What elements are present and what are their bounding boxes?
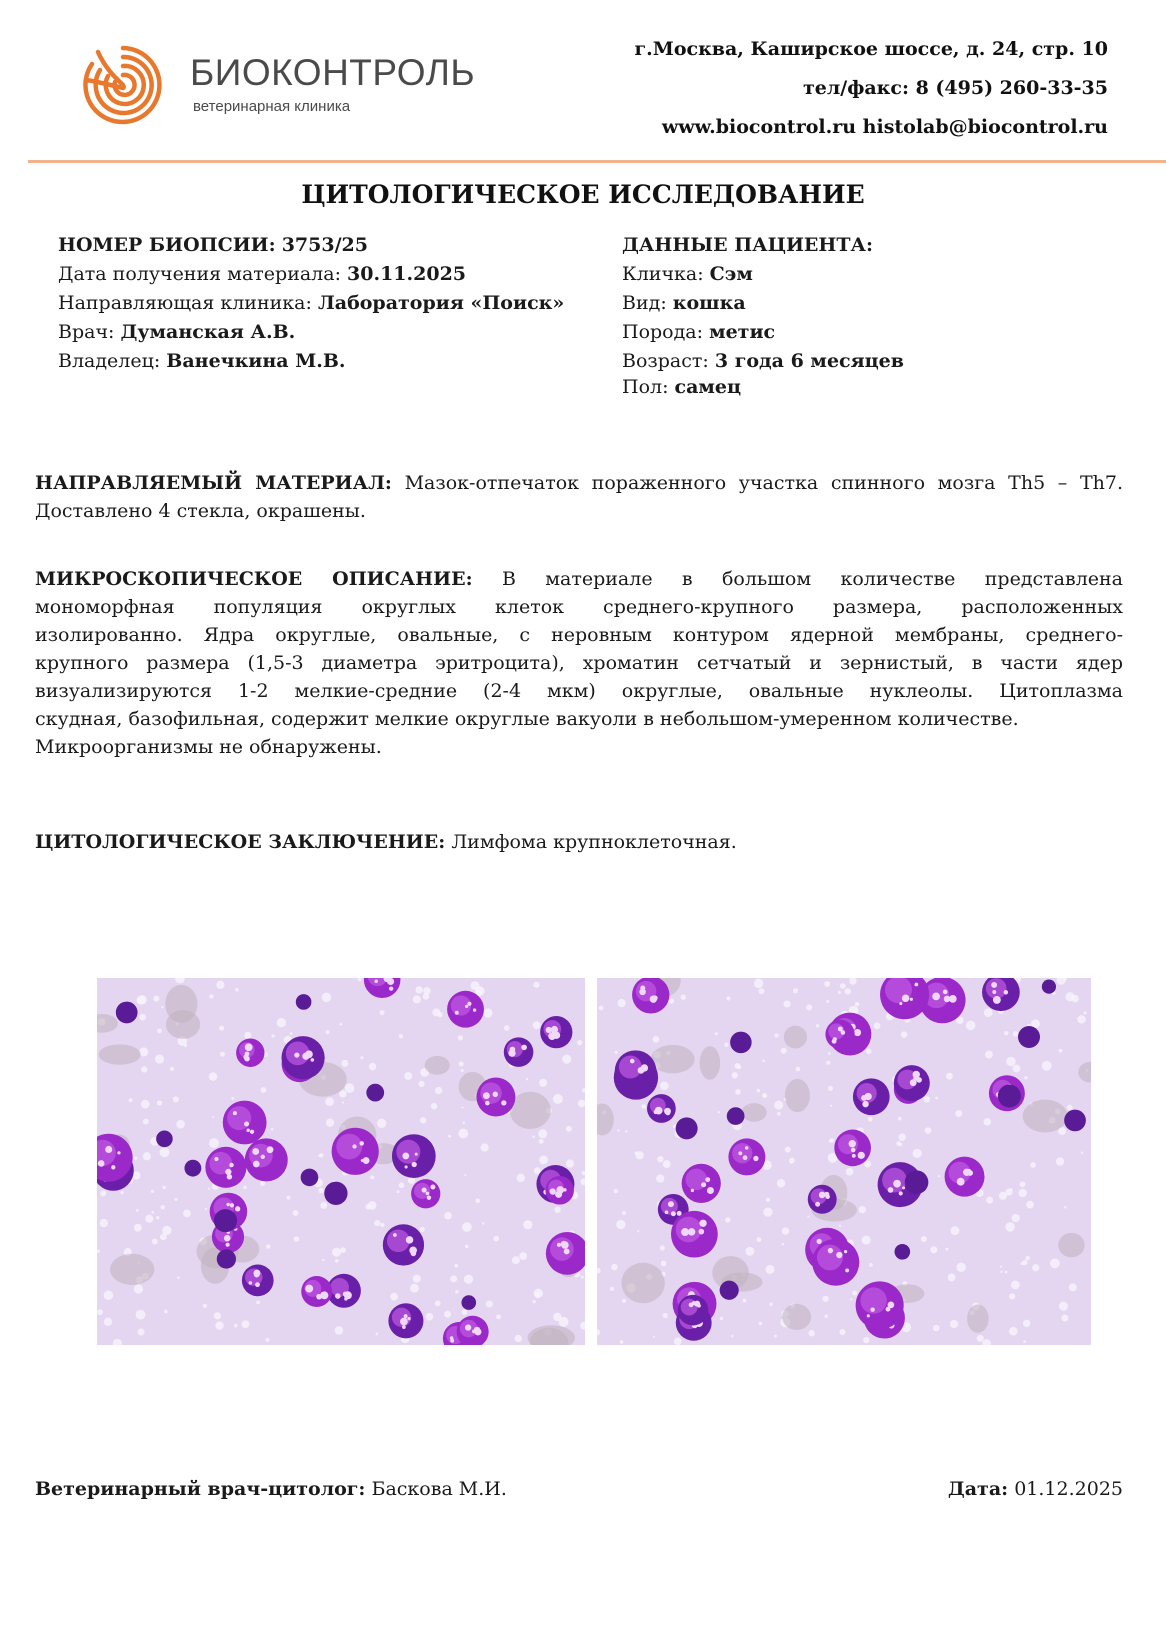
- sex-label: Пол:: [622, 376, 669, 398]
- microscopic-label: МИКРОСКОПИЧЕСКОЕ ОПИСАНИЕ:: [35, 568, 473, 590]
- micrograph-left: [97, 978, 585, 1345]
- conclusion-label: ЦИТОЛОГИЧЕСКОЕ ЗАКЛЮЧЕНИЕ:: [35, 831, 446, 853]
- biopsy-info: [58, 232, 578, 392]
- doctor-line: [58, 323, 295, 342]
- age-value: 3 года 6 месяцев: [714, 350, 904, 372]
- material-section: [35, 469, 1123, 525]
- doctor-value: Думанская А.В.: [120, 321, 296, 343]
- clinic-address: г.Москва, Каширское шоссе, д. 24, стр. 10: [634, 38, 1108, 60]
- report-date-value: 01.12.2025: [1014, 1478, 1123, 1500]
- micrograph-right: [597, 978, 1091, 1345]
- brand-name: БИОКОНТРОЛЬ: [190, 52, 476, 93]
- patient-info: [622, 232, 1122, 412]
- patient-name-label: Кличка:: [622, 263, 704, 285]
- referring-clinic-value: Лаборатория «Поиск»: [317, 292, 565, 314]
- page-title: ЦИТОЛОГИЧЕСКОЕ ИССЛЕДОВАНИЕ: [301, 180, 865, 209]
- received-date-value: 30.11.2025: [347, 263, 467, 285]
- biopsy-number-label: НОМЕР БИОПСИИ:: [58, 234, 276, 256]
- conclusion-text: Лимфома крупноклеточная.: [451, 831, 737, 853]
- brand-subtitle: ветеринарная клиника: [193, 98, 351, 115]
- patient-name-value: Сэм: [709, 263, 753, 285]
- owner-line: [58, 352, 346, 371]
- report-date-line: [948, 1478, 1123, 1500]
- signature-line: [35, 1478, 507, 1500]
- species-label: Вид:: [622, 292, 667, 314]
- material-label: НАПРАВЛЯЕМЫЙ МАТЕРИАЛ:: [35, 472, 392, 494]
- patient-heading: [622, 236, 873, 255]
- species-value: кошка: [672, 292, 746, 314]
- clinic-phone: тел/факс: 8 (495) 260-33-35: [803, 77, 1108, 99]
- material-line-1: [35, 469, 1123, 497]
- microscopic-section: [35, 565, 1123, 761]
- doctor-label: Врач:: [58, 321, 115, 343]
- microscopic-line-3: изолированно. Ядра округлые, овальные, с неровным контуром ядерной мембраны, среднего-: [35, 624, 1123, 646]
- report-date-label: Дата:: [947, 1478, 1009, 1500]
- microscopic-line-6: скудная, базофильная, содержит мелкие округлые вакуоли в небольшом-умеренном количестве.: [35, 708, 1019, 730]
- age-line: [622, 352, 904, 371]
- microscopic-text-1: В материале в большом количестве представлена: [501, 568, 1124, 590]
- breed-label: Порода:: [622, 321, 704, 343]
- species-line: [622, 294, 746, 313]
- owner-label: Владелец:: [58, 350, 161, 372]
- spiral-logo-icon: [78, 40, 168, 130]
- cytologist-label: Ветеринарный врач-цитолог:: [35, 1478, 366, 1500]
- header-divider: [28, 160, 1166, 163]
- microscopic-line-7: Микроорганизмы не обнаружены.: [35, 736, 382, 758]
- microscopic-line-5: визуализируются 1-2 мелкие-средние (2-4 мкм) округлые, овальные нуклеолы. Цитоплазма: [35, 680, 1123, 702]
- breed-line: [622, 323, 775, 342]
- sex-line: [622, 378, 741, 397]
- patient-name-line: [622, 265, 753, 284]
- age-label: Возраст:: [622, 350, 709, 372]
- conclusion-section: [35, 828, 1123, 856]
- microscopic-line-1: [35, 565, 1123, 593]
- received-date-line: [58, 265, 466, 284]
- sex-value: самец: [674, 376, 742, 398]
- microscopic-line-2: мономорфная популяция округлых клеток среднего-крупного размера, расположенных: [35, 596, 1123, 618]
- patient-heading-text: ДАННЫЕ ПАЦИЕНТА:: [622, 234, 873, 256]
- material-text-1: Мазок-отпечаток пораженного участка спинного мозга Th5 – Th7.: [404, 472, 1123, 494]
- biopsy-number-value: 3753/25: [281, 234, 368, 256]
- referring-clinic-line: [58, 294, 564, 313]
- referring-clinic-label: Направляющая клиника:: [58, 292, 312, 314]
- microscopic-line-4: крупного размера (1,5-3 диаметра эритроцита), хроматин сетчатый и зернистый, в части ядер: [35, 652, 1123, 674]
- breed-value: метис: [709, 321, 776, 343]
- received-date-label: Дата получения материала:: [58, 263, 341, 285]
- cytologist-value: Баскова М.И.: [371, 1478, 507, 1500]
- material-text-2: Доставлено 4 стекла, окрашены.: [35, 500, 366, 522]
- biopsy-number-line: [58, 236, 368, 255]
- clinic-web-email[interactable]: www.biocontrol.ru histolab@biocontrol.ru: [661, 116, 1108, 138]
- owner-value: Ванечкина М.В.: [166, 350, 346, 372]
